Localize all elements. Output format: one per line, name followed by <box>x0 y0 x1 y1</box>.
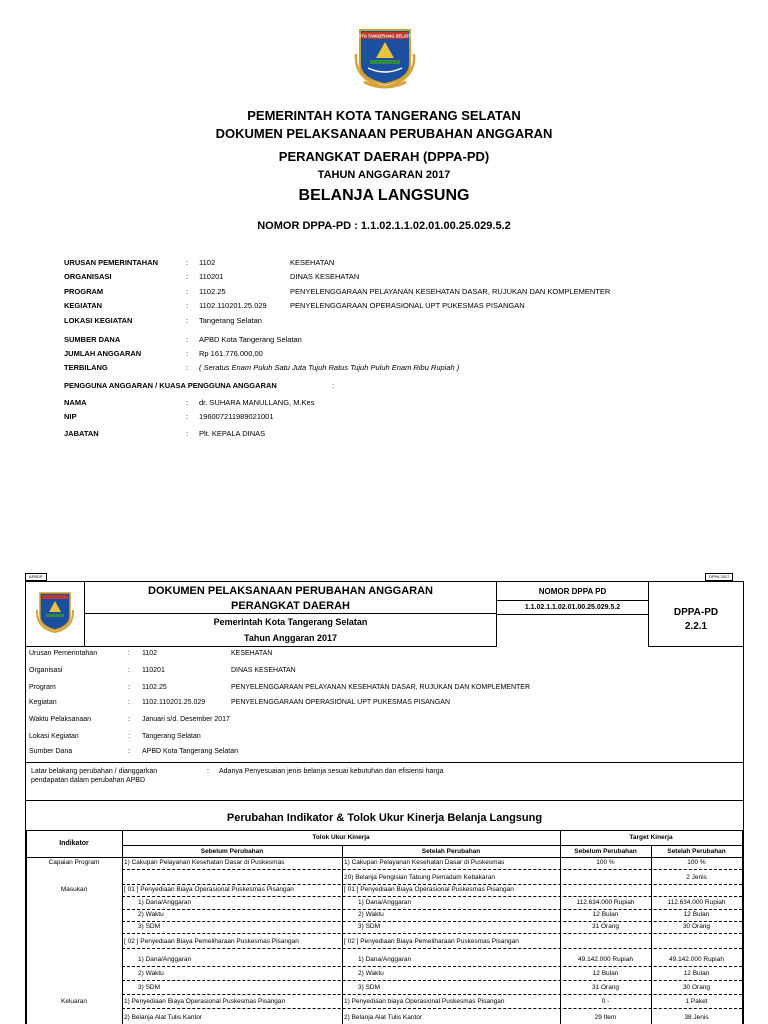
cover-document-number: NOMOR DPPA-PD : 1.1.02.1.1.02.01.00.25.029.5.2 <box>257 220 511 232</box>
field-label: Program <box>29 684 56 691</box>
header-tolok-sebelum: Sebelum Perubahan <box>200 848 264 855</box>
field-label: ORGANISASI <box>64 272 112 281</box>
field-value: 1102.110201.25.029 <box>199 301 267 310</box>
header-indikator: Indikator <box>59 840 89 847</box>
budget-user-heading: PENGGUNA ANGGARAN / KUASA PENGGUNA ANGGARAN <box>64 381 277 390</box>
indikator-cell: Capaian Program <box>48 859 100 866</box>
tolok-setelah-cell: 3) SDM <box>358 984 381 991</box>
field-label: JUMLAH ANGGARAN <box>64 349 142 358</box>
field-label: Sumber Dana <box>29 748 73 755</box>
field-value: 1102.25 <box>199 287 226 296</box>
target-sebelum-cell: 0 - <box>601 998 610 1005</box>
table-col-border <box>342 845 343 1024</box>
tolok-sebelum-cell: 3) SDM <box>138 984 161 991</box>
tolok-sebelum-cell: 1) Penyediaan Biaya Operasional Puskesmas Pisangan <box>124 998 286 1005</box>
target-setelah-cell: 2 Jenis <box>686 874 707 881</box>
field-value: ( Seratus Enam Puluh Satu Juta Tujuh Ratus Tujuh Puluh Enam Ribu Rupiah ) <box>199 363 460 372</box>
field-description: DINAS KESEHATAN <box>290 272 360 281</box>
gov-name: Pemerintah Kota Tangerang Selatan <box>213 617 368 627</box>
indikator-cell: Masukan <box>60 886 88 893</box>
target-setelah-cell: 38 Jenis <box>684 1014 709 1021</box>
tolok-setelah-cell: [ 02 ] Penyediaan Biaya Pemeliharaan Puskesmas Pisangan <box>344 938 519 945</box>
background-label: pendapatan dalam perubahan APBD <box>31 777 146 784</box>
field-label: KEGIATAN <box>64 301 103 310</box>
tolok-sebelum-cell: 1) Dana/Anggaran <box>138 956 192 963</box>
tolok-setelah-cell: 3) SDM <box>358 923 381 930</box>
tolok-setelah-cell: 1) Cakupan Pelayanan Kesehatan Dasar di Puskesmas <box>344 859 505 866</box>
field-label: Kegiatan <box>29 699 57 706</box>
target-setelah-cell: 30 Orang <box>682 923 711 930</box>
background-label: Latar belakang perubahan / dianggarkan <box>31 768 158 775</box>
row-separator <box>122 948 742 949</box>
tolok-setelah-cell: [ 01 ] Penyediaan Biaya Operasional Puskesmas Pisangan <box>344 886 514 893</box>
row-separator <box>122 884 742 885</box>
official-label: JABATAN <box>64 429 99 438</box>
table-header-border <box>26 857 743 858</box>
row-separator <box>122 980 742 981</box>
field-value: APBD Kota Tangerang Selatan <box>142 748 238 755</box>
background-value: Adanya Penyesuaian jenis belanja sesuai kebutuhan dan efisiensi harga <box>219 768 444 775</box>
field-description: KESEHATAN <box>290 258 335 267</box>
row-separator <box>122 896 742 897</box>
emblem-lettering: KOTA TANGERANG SELATAN <box>355 33 415 39</box>
field-label: Organisasi <box>29 667 63 674</box>
official-label: NIP <box>64 412 77 421</box>
tolok-setelah-cell: 1) Penyediaan biaya Operasional Puskesmas Pisangan <box>344 998 505 1005</box>
row-separator <box>122 966 742 967</box>
official-value: Plt. KEPALA DINAS <box>199 429 266 438</box>
header-tolok-ukur: Tolok Ukur Kinerja <box>312 834 370 841</box>
divider <box>25 762 744 763</box>
field-description: DINAS KESEHATAN <box>231 667 296 674</box>
target-sebelum-cell: 31 Orang <box>591 923 620 930</box>
tolok-setelah-cell: 2) Waktu <box>358 911 384 918</box>
tolok-setelah-cell: 2) Belanja Alat Tulis Kantor <box>344 1014 423 1021</box>
field-value: Rp 161.776.000,00 <box>199 349 263 358</box>
field-value: Tangerang Selatan <box>199 316 262 325</box>
tolok-sebelum-cell: [ 02 ] Penyediaan Biaya Pemeliharaan Puskesmas Pisangan <box>124 938 299 945</box>
target-sebelum-cell: 29 Item <box>594 1014 617 1021</box>
cover-government-title: PEMERINTAH KOTA TANGERANG SELATAN <box>247 108 521 123</box>
official-value: dr. SUHARA MANULLANG, M.Kes <box>199 398 315 407</box>
row-separator <box>122 1008 742 1009</box>
official-value: 196007211989021001 <box>199 412 274 421</box>
row-separator <box>122 909 742 910</box>
target-setelah-cell: 12 Bulan <box>683 970 710 977</box>
field-description: KESEHATAN <box>231 650 273 657</box>
target-setelah-cell: 12 Bulan <box>683 911 710 918</box>
field-value: 1102.25 <box>142 684 167 691</box>
field-description: PENYELENGGARAAN PELAYANAN KESEHATAN DASAR, RUJUKAN DAN KOMPLEMENTER <box>231 684 530 691</box>
field-label: TERBILANG <box>64 363 108 372</box>
field-label: SUMBER DANA <box>64 335 121 344</box>
header-tolok-setelah: Setelah Perubahan <box>421 848 481 855</box>
target-setelah-cell: 112.634.000 Rupiah <box>667 899 726 906</box>
background-colon: : <box>207 768 209 775</box>
target-setelah-cell: 30 Orang <box>682 984 711 991</box>
logo-cell <box>25 581 85 647</box>
row-separator <box>122 994 742 995</box>
field-value: 1102 <box>142 650 158 657</box>
nomor-value: 1.1.02.1.1.02.01.00.25.029.5.2 <box>524 604 621 611</box>
header-target-sebelum: Sebelum Perubahan <box>574 848 637 855</box>
tag-apbdp: APBDP <box>25 573 47 581</box>
field-label: PROGRAM <box>64 287 104 296</box>
form-code: DPPA-PD <box>673 607 719 618</box>
tolok-setelah-cell: 20) Belanja Pengisian Tabung Pemadam Kebakaran <box>344 874 495 881</box>
tolok-sebelum-cell: [ 01 ] Penyediaan Biaya Operasional Puskesmas Pisangan <box>124 886 294 893</box>
cover-budget-type: BELANJA LANGSUNG <box>298 187 470 204</box>
row-separator <box>122 869 742 870</box>
header-target-kinerja: Target Kinerja <box>629 834 673 841</box>
row-separator <box>122 921 742 922</box>
field-value: APBD Kota Tangerang Selatan <box>199 335 302 344</box>
field-label: Waktu Pelaksanaan <box>29 716 91 723</box>
form-fiscal-year: Tahun Anggaran 2017 <box>243 633 338 643</box>
field-value: Januari s/d. Desember 2017 <box>142 716 230 723</box>
indikator-cell: Keluaran <box>60 998 88 1005</box>
tolok-sebelum-cell: 1) Dana/Anggaran <box>138 899 192 906</box>
field-description: PENYELENGGARAAN PELAYANAN KESEHATAN DASAR, RUJUKAN DAN KOMPLEMENTER <box>290 287 611 296</box>
field-value: 110201 <box>199 272 224 281</box>
kota-tangerang-selatan-emblem <box>350 24 420 90</box>
field-description: PENYELENGGARAAN OPERASIONAL UPT PUKESMAS PISANGAN <box>290 301 525 310</box>
field-value: 1102 <box>199 258 216 267</box>
tag-dppa: DPPA 2017 <box>705 573 733 581</box>
table-top-border <box>26 830 743 831</box>
target-setelah-cell: 1 Paket <box>685 998 708 1005</box>
target-sebelum-cell: 100 % <box>596 859 615 866</box>
tolok-sebelum-cell: 1) Cakupan Pelayanan Kesehatan Dasar di Puskesmas <box>124 859 285 866</box>
field-label: LOKASI KEGIATAN <box>64 316 133 325</box>
tolok-setelah-cell: 2) Waktu <box>358 970 384 977</box>
official-label: NAMA <box>64 398 87 407</box>
table-title: Perubahan Indikator & Tolok Ukur Kinerja Belanja Langsung <box>226 812 543 824</box>
doc-subtitle: PERANGKAT DAERAH <box>231 600 350 612</box>
tolok-setelah-cell: 1) Dana/Anggaran <box>358 956 412 963</box>
row-separator <box>122 933 742 934</box>
tolok-sebelum-cell: 2) Belanja Alat Tulis Kantor <box>124 1014 203 1021</box>
budget-user-colon: : <box>332 381 335 390</box>
target-sebelum-cell: 12 Bulan <box>592 970 619 977</box>
divider <box>25 800 744 801</box>
doc-title: DOKUMEN PELAKSANAAN PERUBAHAN ANGGARAN <box>148 585 433 597</box>
nomor-label: NOMOR DPPA PD <box>538 587 607 596</box>
field-label: URUSAN PEMERINTAHAN <box>64 258 159 267</box>
target-sebelum-cell: 31 Orang <box>591 984 620 991</box>
cover-document-title: DOKUMEN PELAKSANAAN PERUBAHAN ANGGARAN <box>215 126 553 141</box>
field-description: PENYELENGGARAAN OPERASIONAL UPT PUKESMAS PISANGAN <box>231 699 451 706</box>
field-value: 110201 <box>142 667 165 674</box>
tolok-setelah-cell: 1) Dana/Anggaran <box>358 899 412 906</box>
field-label: Urusan Pemerintahan <box>29 650 98 657</box>
target-sebelum-cell: 12 Bulan <box>592 911 619 918</box>
target-sebelum-cell: 49.142.000 Rupiah <box>578 956 633 963</box>
field-value: Tangerang Selatan <box>142 733 201 740</box>
tolok-sebelum-cell: 3) SDM <box>138 923 161 930</box>
cover-document-subtitle: PERANGKAT DAERAH (DPPA-PD) <box>278 149 490 164</box>
target-setelah-cell: 49.142.000 Rupiah <box>669 956 724 963</box>
form-code-number: 2.2.1 <box>684 621 708 632</box>
target-setelah-cell: 100 % <box>687 859 706 866</box>
field-value: 1102.110201.25.029 <box>142 699 206 706</box>
field-label: Lokasi Kegiatan <box>29 733 79 740</box>
target-sebelum-cell: 112.634.000 Rupiah <box>576 899 635 906</box>
table-right-border <box>742 830 743 1024</box>
tolok-sebelum-cell: 2) Waktu <box>138 911 164 918</box>
header-target-setelah: Setelah Perubahan <box>667 848 726 855</box>
cover-fiscal-year: TAHUN ANGGARAN 2017 <box>317 169 451 181</box>
table-subheader-border <box>122 845 743 846</box>
tolok-sebelum-cell: 2) Waktu <box>138 970 164 977</box>
